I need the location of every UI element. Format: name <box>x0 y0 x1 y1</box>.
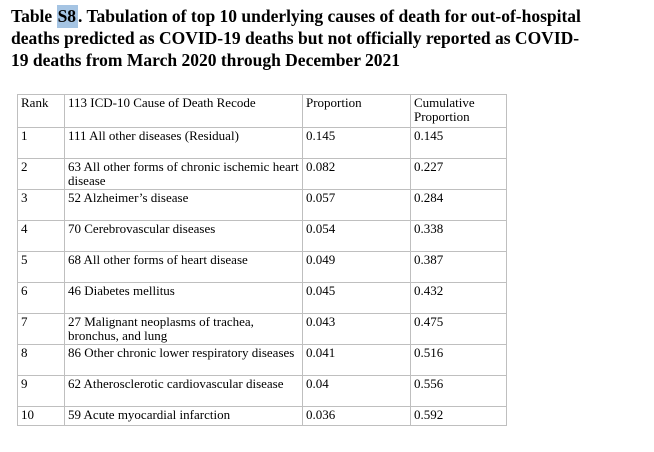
rank-cell: 3 <box>18 190 65 221</box>
rank-cell: 2 <box>18 159 65 190</box>
cumulative-cell: 0.556 <box>411 376 507 407</box>
proportion-cell: 0.145 <box>303 128 411 159</box>
table-row <box>18 128 507 159</box>
table-row <box>18 407 507 426</box>
cause-cell: 62 Atherosclerotic cardiovascular disease <box>65 376 303 407</box>
column-header-cause: 113 ICD-10 Cause of Death Recode <box>65 95 303 128</box>
proportion-cell: 0.049 <box>303 252 411 283</box>
cumulative-cell: 0.516 <box>411 345 507 376</box>
cause-cell: 63 All other forms of chronic ischemic heart disease <box>65 159 303 190</box>
table-row <box>18 221 507 252</box>
cause-cell: 111 All other diseases (Residual) <box>65 128 303 159</box>
highlighted-text: S8 <box>57 6 77 26</box>
proportion-cell: 0.082 <box>303 159 411 190</box>
cause-cell: 86 Other chronic lower respiratory diseases <box>65 345 303 376</box>
cause-cell: 27 Malignant neoplasms of trachea, bronchus, and lung <box>65 314 303 345</box>
cumulative-cell: 0.432 <box>411 283 507 314</box>
rank-cell: 7 <box>18 314 65 345</box>
cause-cell: 46 Diabetes mellitus <box>65 283 303 314</box>
title-text-line3: 19 deaths from March 2020 through December 2021 <box>11 49 401 70</box>
rank-cell: 6 <box>18 283 65 314</box>
table-row <box>18 190 507 221</box>
cumulative-cell: 0.475 <box>411 314 507 345</box>
rank-cell: 1 <box>18 128 65 159</box>
title-text-line2: deaths predicted as COVID-19 deaths but not officially reported as COVID- <box>11 27 580 48</box>
cause-cell: 70 Cerebrovascular diseases <box>65 221 303 252</box>
cumulative-cell: 0.387 <box>411 252 507 283</box>
proportion-cell: 0.045 <box>303 283 411 314</box>
causes-of-death-table <box>17 94 507 426</box>
table-row <box>18 159 507 190</box>
table-header-row <box>18 95 507 128</box>
cause-cell: 52 Alzheimer’s disease <box>65 190 303 221</box>
column-header-proportion: Proportion <box>303 95 411 128</box>
table-row <box>18 252 507 283</box>
proportion-cell: 0.043 <box>303 314 411 345</box>
cumulative-cell: 0.338 <box>411 221 507 252</box>
cumulative-cell: 0.284 <box>411 190 507 221</box>
proportion-cell: 0.054 <box>303 221 411 252</box>
cumulative-cell: 0.592 <box>411 407 507 426</box>
proportion-cell: 0.041 <box>303 345 411 376</box>
table-row <box>18 345 507 376</box>
column-header-cumulative: Cumulative Proportion <box>411 95 507 128</box>
rank-cell: 4 <box>18 221 65 252</box>
rank-cell: 5 <box>18 252 65 283</box>
table-row <box>18 376 507 407</box>
table-row <box>18 283 507 314</box>
title-text-pre: Table <box>11 6 57 26</box>
cause-cell: 59 Acute myocardial infarction <box>65 407 303 426</box>
rank-cell: 8 <box>18 345 65 376</box>
column-header-rank: Rank <box>18 95 65 128</box>
title-text-line1: . Tabulation of top 10 underlying causes of death for out-of-hospital <box>78 6 581 26</box>
cumulative-cell: 0.227 <box>411 159 507 190</box>
proportion-cell: 0.04 <box>303 376 411 407</box>
cumulative-cell: 0.145 <box>411 128 507 159</box>
table-row <box>18 314 507 345</box>
table-title <box>11 6 651 71</box>
rank-cell: 10 <box>18 407 65 426</box>
rank-cell: 9 <box>18 376 65 407</box>
cause-cell: 68 All other forms of heart disease <box>65 252 303 283</box>
proportion-cell: 0.036 <box>303 407 411 426</box>
proportion-cell: 0.057 <box>303 190 411 221</box>
